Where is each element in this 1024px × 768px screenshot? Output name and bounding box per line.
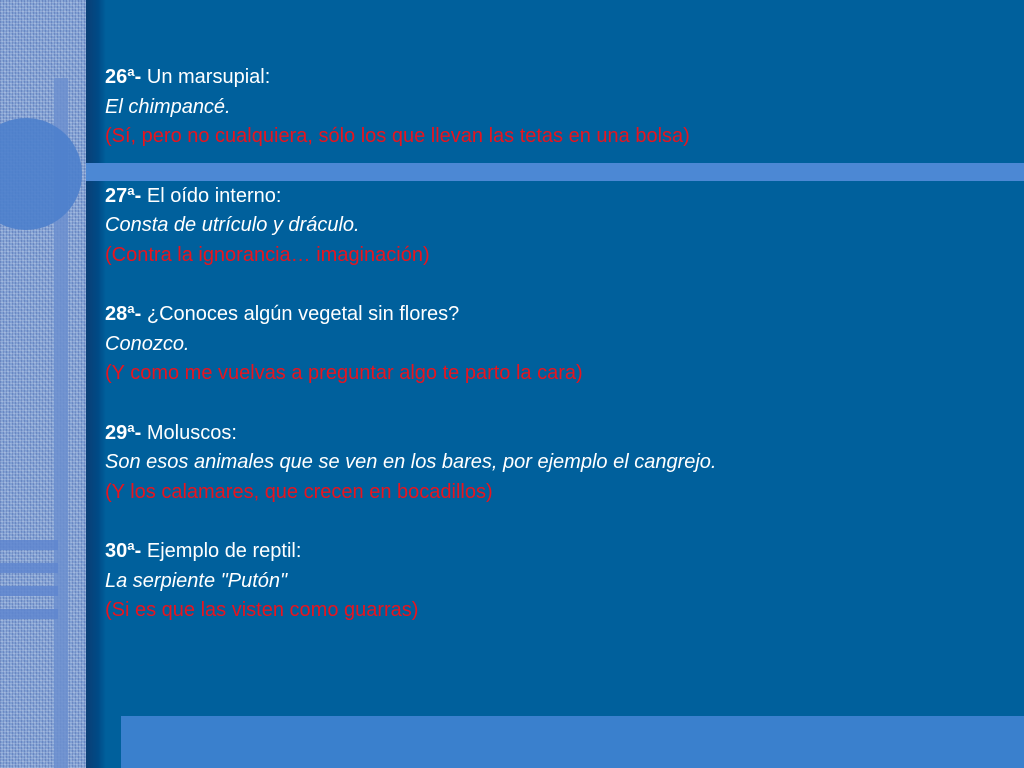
strip-circle (0, 118, 82, 230)
question-line (105, 300, 1005, 330)
question-prompt: ¿Conoces algún vegetal sin flores? (146, 303, 460, 325)
answer-comment: (Sí, pero no cualquiera, sólo los que llevan las tetas en una bolsa) (105, 125, 690, 147)
question-prompt: Un marsupial: (146, 66, 271, 88)
slide-content (105, 63, 1005, 656)
question-number: 30ª- (105, 540, 142, 562)
student-answer: La serpiente "Putón" (105, 569, 288, 592)
strip-bar (0, 586, 58, 596)
student-answer: El chimpancé. (105, 95, 231, 118)
student-answer: Consta de utrículo y dráculo. (105, 214, 360, 236)
question-block (105, 537, 1005, 626)
strip-bar (0, 563, 58, 573)
question-line (105, 182, 1005, 212)
answer-comment: (Contra la ignorancia… imaginación) (105, 243, 430, 266)
question-line (105, 537, 1005, 567)
question-prompt: Moluscos: (146, 421, 237, 444)
question-block (105, 182, 1005, 271)
answer-comment: (Si es que las visten como guarras) (105, 599, 419, 621)
question-number: 27ª- (105, 184, 142, 207)
question-block (105, 63, 1005, 152)
strip-bar (0, 609, 58, 619)
question-line (105, 419, 1005, 449)
student-answer: Conozco. (105, 332, 190, 355)
answer-comment: (Y como me vuelvas a preguntar algo te parto la cara) (105, 362, 583, 384)
question-prompt: Ejemplo de reptil: (146, 540, 302, 562)
decorative-side-strip (0, 0, 86, 768)
answer-comment: (Y los calamares, que crecen en bocadillos) (105, 480, 493, 503)
question-line (105, 63, 1005, 93)
strip-bar (0, 540, 58, 550)
question-block (105, 300, 1005, 389)
question-number: 26ª- (105, 66, 142, 88)
strip-shadow (86, 0, 106, 768)
question-number: 28ª- (105, 303, 142, 325)
strip-bars (0, 540, 58, 632)
question-number: 29ª- (105, 421, 142, 444)
question-block (105, 419, 1005, 508)
bottom-panel (121, 716, 1024, 768)
question-prompt: El oído interno: (146, 184, 282, 207)
student-answer: Son esos animales que se ven en los bares, por ejemplo el cangrejo. (105, 451, 717, 473)
